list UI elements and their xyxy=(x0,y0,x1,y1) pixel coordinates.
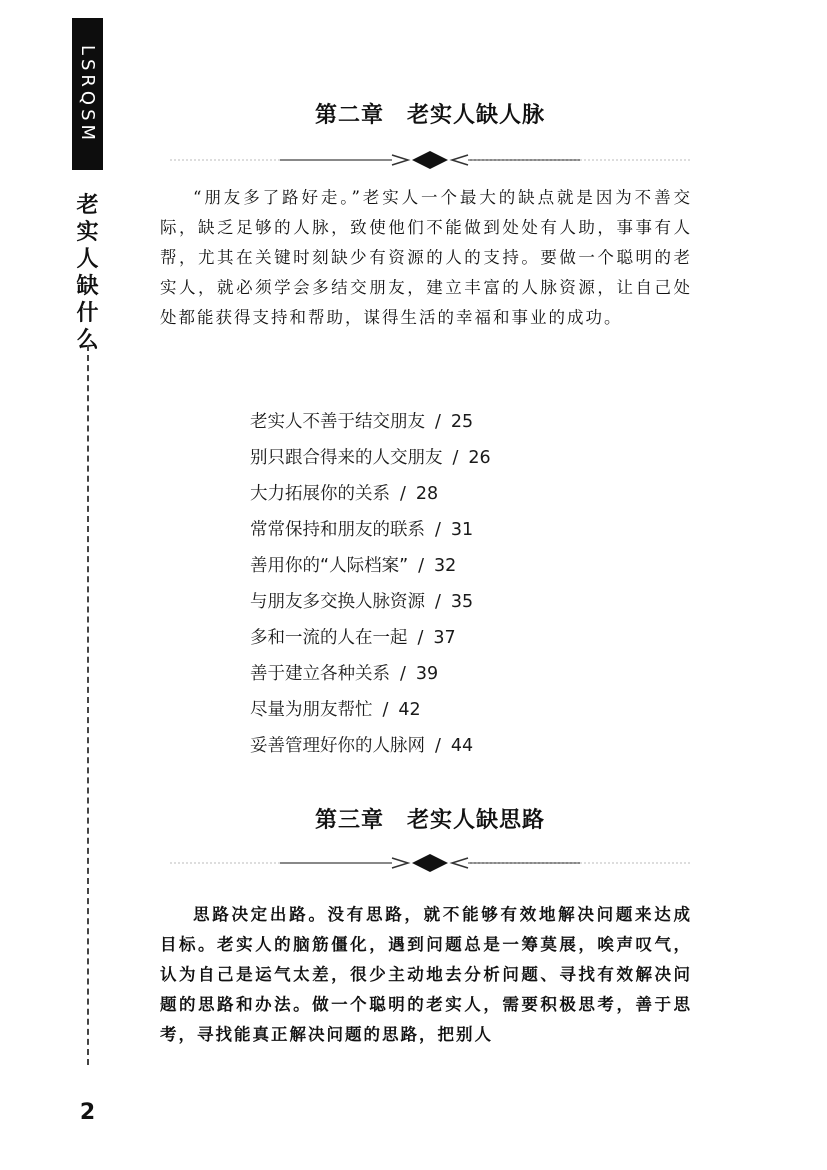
toc-item-title: 善用你的“人际档案” xyxy=(250,556,409,576)
toc-item-page: 25 xyxy=(450,412,474,432)
chapter-2-toc xyxy=(250,404,690,764)
series-code-block xyxy=(72,18,103,170)
toc-item-page: 32 xyxy=(434,556,457,576)
toc-item-page: 37 xyxy=(433,628,456,648)
toc-item[interactable]: 多和一流的人在一起 / 37 xyxy=(250,628,456,648)
chapter-2-intro: “朋友多了路好走。”老实人一个最大的缺点就是因为不善交际，缺乏足够的人脉，致使他们不能做到处处有人助，事事有人帮，尤其在关键时刻缺少有资源的人的支持。要做一个聪明的老实人，就必须学会多结交朋友，建立丰富的人脉资源，让自己处处都能获得支持和帮助，谋得生活的幸福和事业的成功。 xyxy=(160,188,692,327)
toc-item-page: 42 xyxy=(398,700,421,720)
toc-item-title: 常常保持和朋友的联系 xyxy=(250,520,425,540)
toc-item[interactable]: 尽量为朋友帮忙 / 42 xyxy=(250,700,421,720)
chapter-2-ornament xyxy=(160,150,700,170)
toc-item-title: 妥善管理好你的人脉网 xyxy=(250,736,425,756)
toc-item-title: 别只跟合得来的人交朋友 xyxy=(250,448,443,468)
toc-item-page: 31 xyxy=(450,520,474,540)
series-code: LSRQSM xyxy=(77,44,98,144)
toc-item-page: 44 xyxy=(450,736,474,756)
chapter-3-title: 第三章 老实人缺思路 xyxy=(314,808,545,833)
toc-item-title: 大力拓展你的关系 xyxy=(250,484,390,504)
toc-item-page: 26 xyxy=(468,448,491,468)
chapter-3-ornament xyxy=(160,853,700,873)
chapter-2-title: 第二章 老实人缺人脉 xyxy=(314,103,545,128)
toc-item[interactable]: 善于建立各种关系 / 39 xyxy=(250,664,439,684)
toc-item[interactable]: 老实人不善于结交朋友 / 25 xyxy=(250,412,474,432)
toc-item[interactable]: 常常保持和朋友的联系 / 31 xyxy=(250,520,474,540)
toc-item[interactable]: 与朋友多交换人脉资源 / 35 xyxy=(250,592,474,612)
toc-item[interactable]: 妥善管理好你的人脉网 / 44 xyxy=(250,736,474,756)
toc-item-title: 多和一流的人在一起 xyxy=(250,628,408,648)
toc-item[interactable]: 善用你的“人际档案” / 32 xyxy=(250,556,457,576)
toc-item-title: 与朋友多交换人脉资源 xyxy=(250,592,425,612)
toc-item[interactable]: 大力拓展你的关系 / 28 xyxy=(250,484,439,504)
sidebar-dashed-rule xyxy=(87,345,89,1065)
toc-item-title: 善于建立各种关系 xyxy=(250,664,390,684)
toc-item[interactable]: 别只跟合得来的人交朋友 / 26 xyxy=(250,448,491,468)
toc-item-page: 28 xyxy=(415,484,439,504)
page-number: 2 xyxy=(79,1100,96,1125)
chapter-3-intro: 思路决定出路。没有思路，就不能够有效地解决问题来达成目标。老实人的脑筋僵化，遇到问题总是一筹莫展，唉声叹气，认为自己是运气太差，很少主动地去分析问题、寻找有效解决问题的思路和办法。做一个聪明的老实人，需要积极思考，善于思考，寻找能真正解决问题的思路，把别人 xyxy=(160,905,692,1044)
toc-item-title: 老实人不善于结交朋友 xyxy=(250,412,425,432)
toc-item-page: 39 xyxy=(415,664,439,684)
toc-item-title: 尽量为朋友帮忙 xyxy=(250,700,373,720)
book-title-vertical: 老实人缺什么 xyxy=(76,193,99,353)
toc-item-page: 35 xyxy=(450,592,474,612)
